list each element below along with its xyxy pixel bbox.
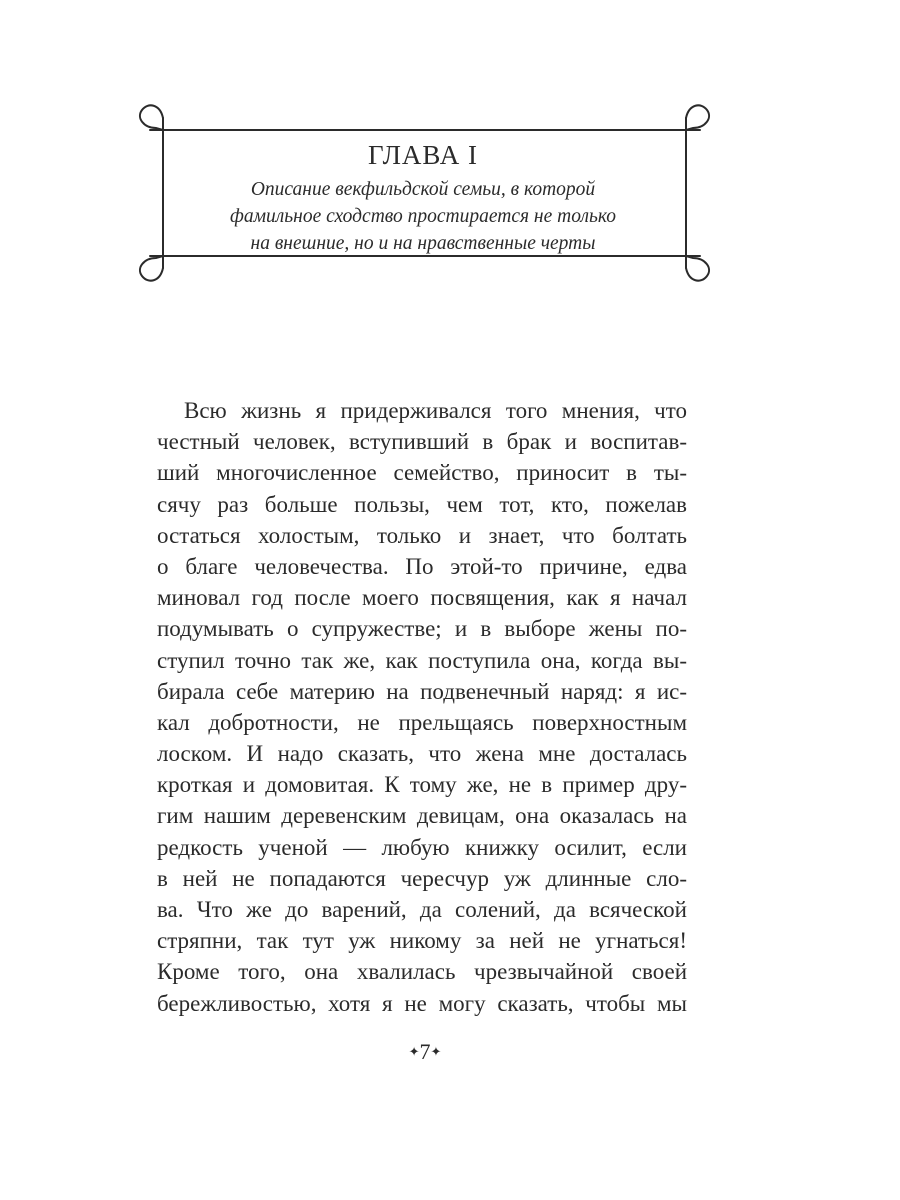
bottom-right-curl-icon <box>686 256 709 281</box>
diamond-ornament-icon: ✦ <box>408 1044 420 1059</box>
text-line: Всю жизнь я придерживался того мнения, что <box>184 398 687 423</box>
text-line: бирала себе материю на подвенечный наряд: я ис- <box>157 678 687 704</box>
text-line: стряпни, так тут уж никому за ней не угнаться! <box>157 928 687 954</box>
chapter-subtitle-line: на внешние, но и на нравственные черты <box>250 233 596 254</box>
text-line: кал добротности, не прельщаясь поверхностным <box>157 709 687 735</box>
chapter-subtitle-line: Описание векфильдской семьи, в которой <box>250 179 596 200</box>
text-line: ступил точно так же, как поступила она, когда вы- <box>157 647 687 673</box>
diamond-ornament-icon: ✦ <box>430 1044 442 1059</box>
text-line: о благе человечества. По этой-то причине, едва <box>157 553 687 579</box>
text-line: в ней не попадаются чересчур уж длинные сло- <box>157 865 687 891</box>
text-line: ший многочисленное семейство, приносит в ты- <box>157 460 687 486</box>
bottom-left-curl-icon <box>140 256 163 281</box>
text-line: ва. Что же до варений, да солений, да всяческой <box>157 897 687 922</box>
text-line: честный человек, вступивший в брак и воспитав- <box>157 429 687 455</box>
text-line: редкость ученой — любую книжку осилит, если <box>157 834 687 860</box>
top-left-curl-icon <box>140 105 163 130</box>
page-number-block <box>370 1037 480 1067</box>
body-text <box>157 395 687 1019</box>
chapter-title: ГЛАВА I <box>368 140 478 170</box>
text-line: миновал год после моего посвящения, как я начал <box>157 585 687 611</box>
text-line: гим нашим деревенским девицам, она оказалась на <box>157 803 687 829</box>
text-line: остаться холостым, только и знает, что болтать <box>157 522 687 548</box>
text-line: Кроме того, она хвалилась чрезвычайной своей <box>157 959 687 985</box>
page-number: 7 <box>419 1039 431 1064</box>
top-right-curl-icon <box>686 105 709 130</box>
text-line: подумывать о супружестве; и в выборе жены по- <box>157 616 687 642</box>
chapter-subtitle <box>165 176 681 257</box>
text-line: кроткая и домовитая. К тому же, не в пример дру- <box>157 772 687 798</box>
text-line: лоском. И надо сказать, что жена мне досталась <box>157 741 687 767</box>
chapter-subtitle-line: фамильное сходство простирается не только <box>230 206 616 227</box>
chapter-heading <box>165 140 681 257</box>
text-line: бережливостью, хотя я не могу сказать, чтобы мы <box>157 990 687 1016</box>
text-line: сячу раз больше пользы, чем тот, кто, пожелав <box>157 491 687 517</box>
